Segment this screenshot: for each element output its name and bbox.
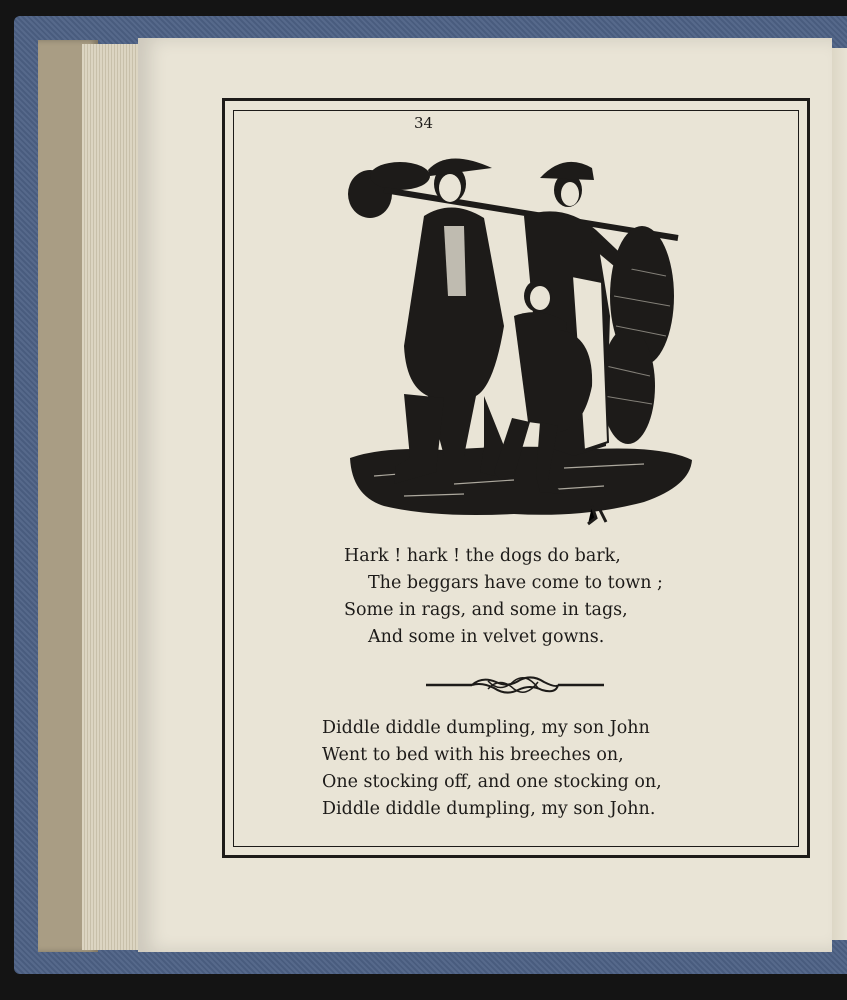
verse-line: Went to bed with his breeches on, xyxy=(322,745,624,765)
woodcut-beggars-illustration xyxy=(344,146,696,526)
verse-line: And some in velvet gowns. xyxy=(368,627,605,647)
verse-line: The beggars have come to town ; xyxy=(368,573,663,593)
verse-line: Hark ! hark ! the dogs do bark, xyxy=(344,546,621,566)
verse-line: One stocking off, and one stocking on, xyxy=(322,772,662,792)
verse-hark-hark xyxy=(344,543,663,651)
verse-line: Diddle diddle dumpling, my son John xyxy=(322,718,650,738)
verse-line: Some in rags, and some in tags, xyxy=(344,600,628,620)
verse-line: Diddle diddle dumpling, my son John. xyxy=(322,799,656,819)
page-number: 34 xyxy=(413,114,434,132)
ornament-divider xyxy=(426,674,604,696)
verse-diddle-diddle xyxy=(322,715,662,823)
